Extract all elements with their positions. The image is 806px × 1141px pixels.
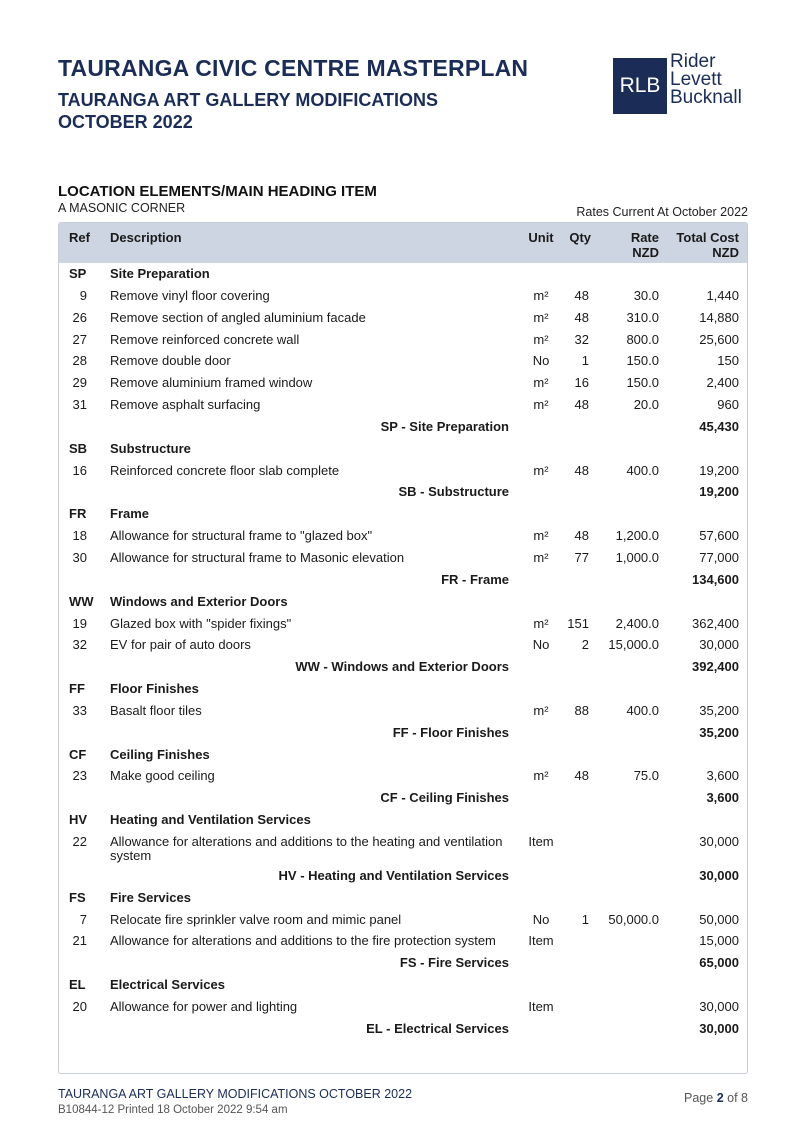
row-rate: 150.0 <box>626 353 659 369</box>
page-prefix: Page <box>684 1091 714 1105</box>
row-description: Reinforced concrete floor slab complete <box>110 462 340 478</box>
col-rate-line1: Rate <box>630 230 659 245</box>
row-total: 19,200 <box>699 462 739 478</box>
table-row <box>59 930 747 952</box>
row-ref: FF <box>69 681 85 697</box>
subtotal-row <box>59 656 747 678</box>
row-unit: m² <box>533 702 549 718</box>
document-subtitle: TAURANGA ART GALLERY MODIFICATIONS <box>58 90 438 110</box>
row-ref: 9 <box>79 287 87 303</box>
row-total: 150 <box>717 353 739 369</box>
row-qty: 48 <box>574 528 589 544</box>
row-total: 2,400 <box>706 375 739 391</box>
group-heading-row <box>59 678 747 700</box>
row-rate: 75.0 <box>633 768 659 784</box>
subtotal-label: CF - Ceiling Finishes <box>380 790 509 806</box>
row-description: Remove reinforced concrete wall <box>110 331 300 347</box>
subtotal-row <box>59 416 747 438</box>
row-total: 30,000 <box>699 999 739 1014</box>
row-description: EV for pair of auto doors <box>110 637 251 653</box>
section-subheading: A MASONIC CORNER <box>58 201 186 215</box>
table-row <box>59 765 747 787</box>
row-ref: 28 <box>72 353 87 369</box>
row-ref: 33 <box>72 702 87 718</box>
row-ref: 31 <box>72 397 87 413</box>
row-unit: m² <box>533 768 549 784</box>
row-ref: FS <box>69 889 86 905</box>
row-unit: No <box>532 353 550 369</box>
logo-wordmark <box>670 53 742 107</box>
row-total: 1,440 <box>706 287 739 303</box>
cost-table <box>58 222 748 1074</box>
subtotal-row <box>59 722 747 744</box>
row-qty: 2 <box>581 637 589 653</box>
group-heading-row <box>59 591 747 613</box>
row-total: 50,000 <box>699 911 739 927</box>
row-unit: m² <box>533 549 549 565</box>
row-description: Ceiling Finishes <box>110 746 210 762</box>
row-unit: Item <box>528 999 554 1014</box>
row-description: Allowance for structural frame to "glazed box" <box>110 528 373 544</box>
row-description: Heating and Ventilation Services <box>110 812 311 828</box>
row-unit: m² <box>533 615 549 631</box>
row-total: 77,000 <box>699 549 739 565</box>
row-description: Fire Services <box>110 889 191 905</box>
subtotal-label: FR - Frame <box>441 571 509 587</box>
row-description: Frame <box>110 506 150 522</box>
subtotal-value: 45,430 <box>699 418 739 434</box>
row-rate: 800.0 <box>626 331 659 347</box>
subtotal-row <box>59 787 747 809</box>
document-title: TAURANGA CIVIC CENTRE MASTERPLAN <box>58 55 529 81</box>
row-unit: Item <box>528 933 554 949</box>
row-description: Allowance for alterations and additions to the fire protection system <box>110 933 496 949</box>
table-row <box>59 460 747 482</box>
row-qty: 48 <box>574 309 589 325</box>
col-ref: Ref <box>69 230 90 245</box>
table-row <box>59 613 747 635</box>
table-header <box>59 223 747 263</box>
row-description: Allowance for alterations and additions to the heating and ventilation system <box>110 833 503 863</box>
row-unit: m² <box>533 375 549 391</box>
row-description: Remove aluminium framed window <box>110 375 313 391</box>
row-unit: No <box>532 911 550 927</box>
row-rate: 1,200.0 <box>615 528 659 544</box>
group-heading-row <box>59 974 747 996</box>
row-total: 30,000 <box>699 637 739 653</box>
group-heading-row <box>59 503 747 525</box>
subtotal-row <box>59 569 747 591</box>
table-row <box>59 329 747 351</box>
row-description: Windows and Exterior Doors <box>110 593 288 609</box>
table-row <box>59 525 747 547</box>
row-unit: m² <box>533 331 549 347</box>
row-unit: Item <box>528 833 554 849</box>
row-unit: m² <box>533 462 549 478</box>
row-ref: 19 <box>72 615 87 631</box>
group-heading-row <box>59 438 747 460</box>
table-row <box>59 831 747 865</box>
row-description: Glazed box with "spider fixings" <box>110 615 292 631</box>
table-row <box>59 350 747 372</box>
subtotal-label: SB - Substructure <box>398 484 509 500</box>
footer-print-info: B10844-12 Printed 18 October 2022 9:54 am <box>58 1104 288 1116</box>
row-description: Allowance for structural frame to Masonic elevation <box>110 549 405 565</box>
section-heading: LOCATION ELEMENTS/MAIN HEADING ITEM <box>58 183 377 200</box>
subtotal-row <box>59 481 747 503</box>
group-heading-row <box>59 744 747 766</box>
subtotal-row <box>59 1018 747 1040</box>
row-qty: 88 <box>574 702 589 718</box>
row-total: 35,200 <box>699 702 739 718</box>
row-ref: SP <box>69 266 87 281</box>
row-description: Remove double door <box>110 353 231 369</box>
document-date: OCTOBER 2022 <box>58 112 193 132</box>
row-ref: 26 <box>72 309 87 325</box>
footer-title: TAURANGA ART GALLERY MODIFICATIONS OCTOBER 2022 <box>58 1087 413 1101</box>
col-total-line2: NZD <box>712 245 739 260</box>
row-qty: 1 <box>581 353 589 369</box>
row-ref: 20 <box>72 999 87 1014</box>
row-description: Basalt floor tiles <box>110 702 202 718</box>
row-rate: 400.0 <box>626 702 659 718</box>
logo-line: Bucknall <box>670 87 742 108</box>
row-qty: 16 <box>574 375 589 391</box>
row-total: 25,600 <box>699 331 739 347</box>
row-unit: m² <box>533 528 549 544</box>
row-qty: 48 <box>574 768 589 784</box>
row-ref: 30 <box>72 549 87 565</box>
col-unit: Unit <box>528 230 554 245</box>
group-heading-row <box>59 887 747 909</box>
subtotal-label: HV - Heating and Ventilation Services <box>278 867 509 883</box>
row-unit: m² <box>533 397 549 413</box>
rlb-logo <box>613 51 753 116</box>
row-rate: 30.0 <box>633 287 659 303</box>
col-rate-line2: NZD <box>632 245 659 260</box>
row-rate: 50,000.0 <box>608 911 659 927</box>
row-description: Remove asphalt surfacing <box>110 397 261 413</box>
table-row <box>59 372 747 394</box>
row-description: Site Preparation <box>110 266 210 281</box>
row-unit: No <box>532 637 550 653</box>
subtotal-value: 30,000 <box>699 867 739 883</box>
subtotal-value: 134,600 <box>692 571 739 587</box>
subtotal-value: 19,200 <box>699 484 739 500</box>
row-description: Remove vinyl floor covering <box>110 287 270 303</box>
row-ref: 18 <box>72 528 87 544</box>
col-qty: Qty <box>569 230 591 245</box>
row-total: 15,000 <box>699 933 739 949</box>
row-rate: 400.0 <box>626 462 659 478</box>
row-ref: 22 <box>72 833 87 849</box>
table-row <box>59 307 747 329</box>
group-heading-row <box>59 809 747 831</box>
logo-line: Levett <box>670 69 722 90</box>
row-description: Allowance for power and lighting <box>110 999 298 1014</box>
page-current: 2 <box>716 1091 724 1105</box>
row-ref: WW <box>69 593 94 609</box>
subtotal-row <box>59 865 747 887</box>
row-unit: m² <box>533 287 549 303</box>
col-total-line1: Total Cost <box>676 230 739 245</box>
row-ref: CF <box>69 746 87 762</box>
row-description: Floor Finishes <box>110 681 199 697</box>
row-ref: 16 <box>72 462 87 478</box>
row-rate: 150.0 <box>626 375 659 391</box>
logo-line: Rider <box>670 51 716 72</box>
page-total: of 8 <box>727 1091 748 1105</box>
row-ref: FR <box>69 506 87 522</box>
subtotal-value: 392,400 <box>692 659 739 675</box>
table-row <box>59 547 747 569</box>
subtotal-label: WW - Windows and Exterior Doors <box>295 659 509 675</box>
subtotal-label: SP - Site Preparation <box>380 418 509 434</box>
subtotal-value: 35,200 <box>699 724 739 740</box>
row-total: 14,880 <box>699 309 739 325</box>
col-rate <box>599 230 659 260</box>
row-qty: 1 <box>581 911 589 927</box>
row-ref: 23 <box>72 768 87 784</box>
row-qty: 48 <box>574 397 589 413</box>
col-total <box>659 230 739 260</box>
row-ref: 32 <box>72 637 87 653</box>
logo-box: RLB <box>613 58 667 114</box>
row-description: Electrical Services <box>110 977 225 993</box>
rates-note: Rates Current At October 2022 <box>576 205 748 219</box>
row-ref: SB <box>69 440 88 456</box>
row-unit: m² <box>533 309 549 325</box>
subtotal-value: 30,000 <box>699 1020 739 1036</box>
subtotal-value: 3,600 <box>706 790 739 806</box>
row-description: Substructure <box>110 440 191 456</box>
row-ref: EL <box>69 977 86 993</box>
row-rate: 1,000.0 <box>615 549 659 565</box>
row-total: 30,000 <box>699 833 739 849</box>
row-total: 3,600 <box>706 768 739 784</box>
table-row <box>59 700 747 722</box>
row-rate: 2,400.0 <box>615 615 659 631</box>
row-total: 960 <box>717 397 739 413</box>
row-rate: 15,000.0 <box>608 637 659 653</box>
row-qty: 32 <box>574 331 589 347</box>
table-row <box>59 996 747 1018</box>
row-ref: 29 <box>72 375 87 391</box>
row-rate: 310.0 <box>626 309 659 325</box>
subtotal-label: FS - Fire Services <box>399 955 509 971</box>
row-ref: HV <box>69 812 88 828</box>
table-body <box>59 263 747 1040</box>
row-ref: 21 <box>72 933 87 949</box>
row-description: Relocate fire sprinkler valve room and mimic panel <box>110 911 402 927</box>
row-ref: 7 <box>79 911 87 927</box>
table-row <box>59 285 747 307</box>
row-qty: 48 <box>574 462 589 478</box>
subtotal-row <box>59 952 747 974</box>
row-total: 362,400 <box>692 615 739 631</box>
row-description: Make good ceiling <box>110 768 215 784</box>
row-description: Remove section of angled aluminium facade <box>110 309 366 325</box>
row-ref: 27 <box>72 331 87 347</box>
row-total: 57,600 <box>699 528 739 544</box>
table-row <box>59 634 747 656</box>
table-row <box>59 394 747 416</box>
subtotal-label: EL - Electrical Services <box>366 1020 509 1036</box>
table-row <box>59 909 747 931</box>
page-number <box>684 1091 748 1105</box>
row-qty: 48 <box>574 287 589 303</box>
row-rate: 20.0 <box>633 397 659 413</box>
subtotal-value: 65,000 <box>699 955 739 971</box>
group-heading-row <box>59 263 747 285</box>
row-qty: 151 <box>567 615 589 631</box>
row-qty: 77 <box>574 549 589 565</box>
subtotal-label: FF - Floor Finishes <box>392 724 509 740</box>
col-description: Description <box>110 230 182 245</box>
